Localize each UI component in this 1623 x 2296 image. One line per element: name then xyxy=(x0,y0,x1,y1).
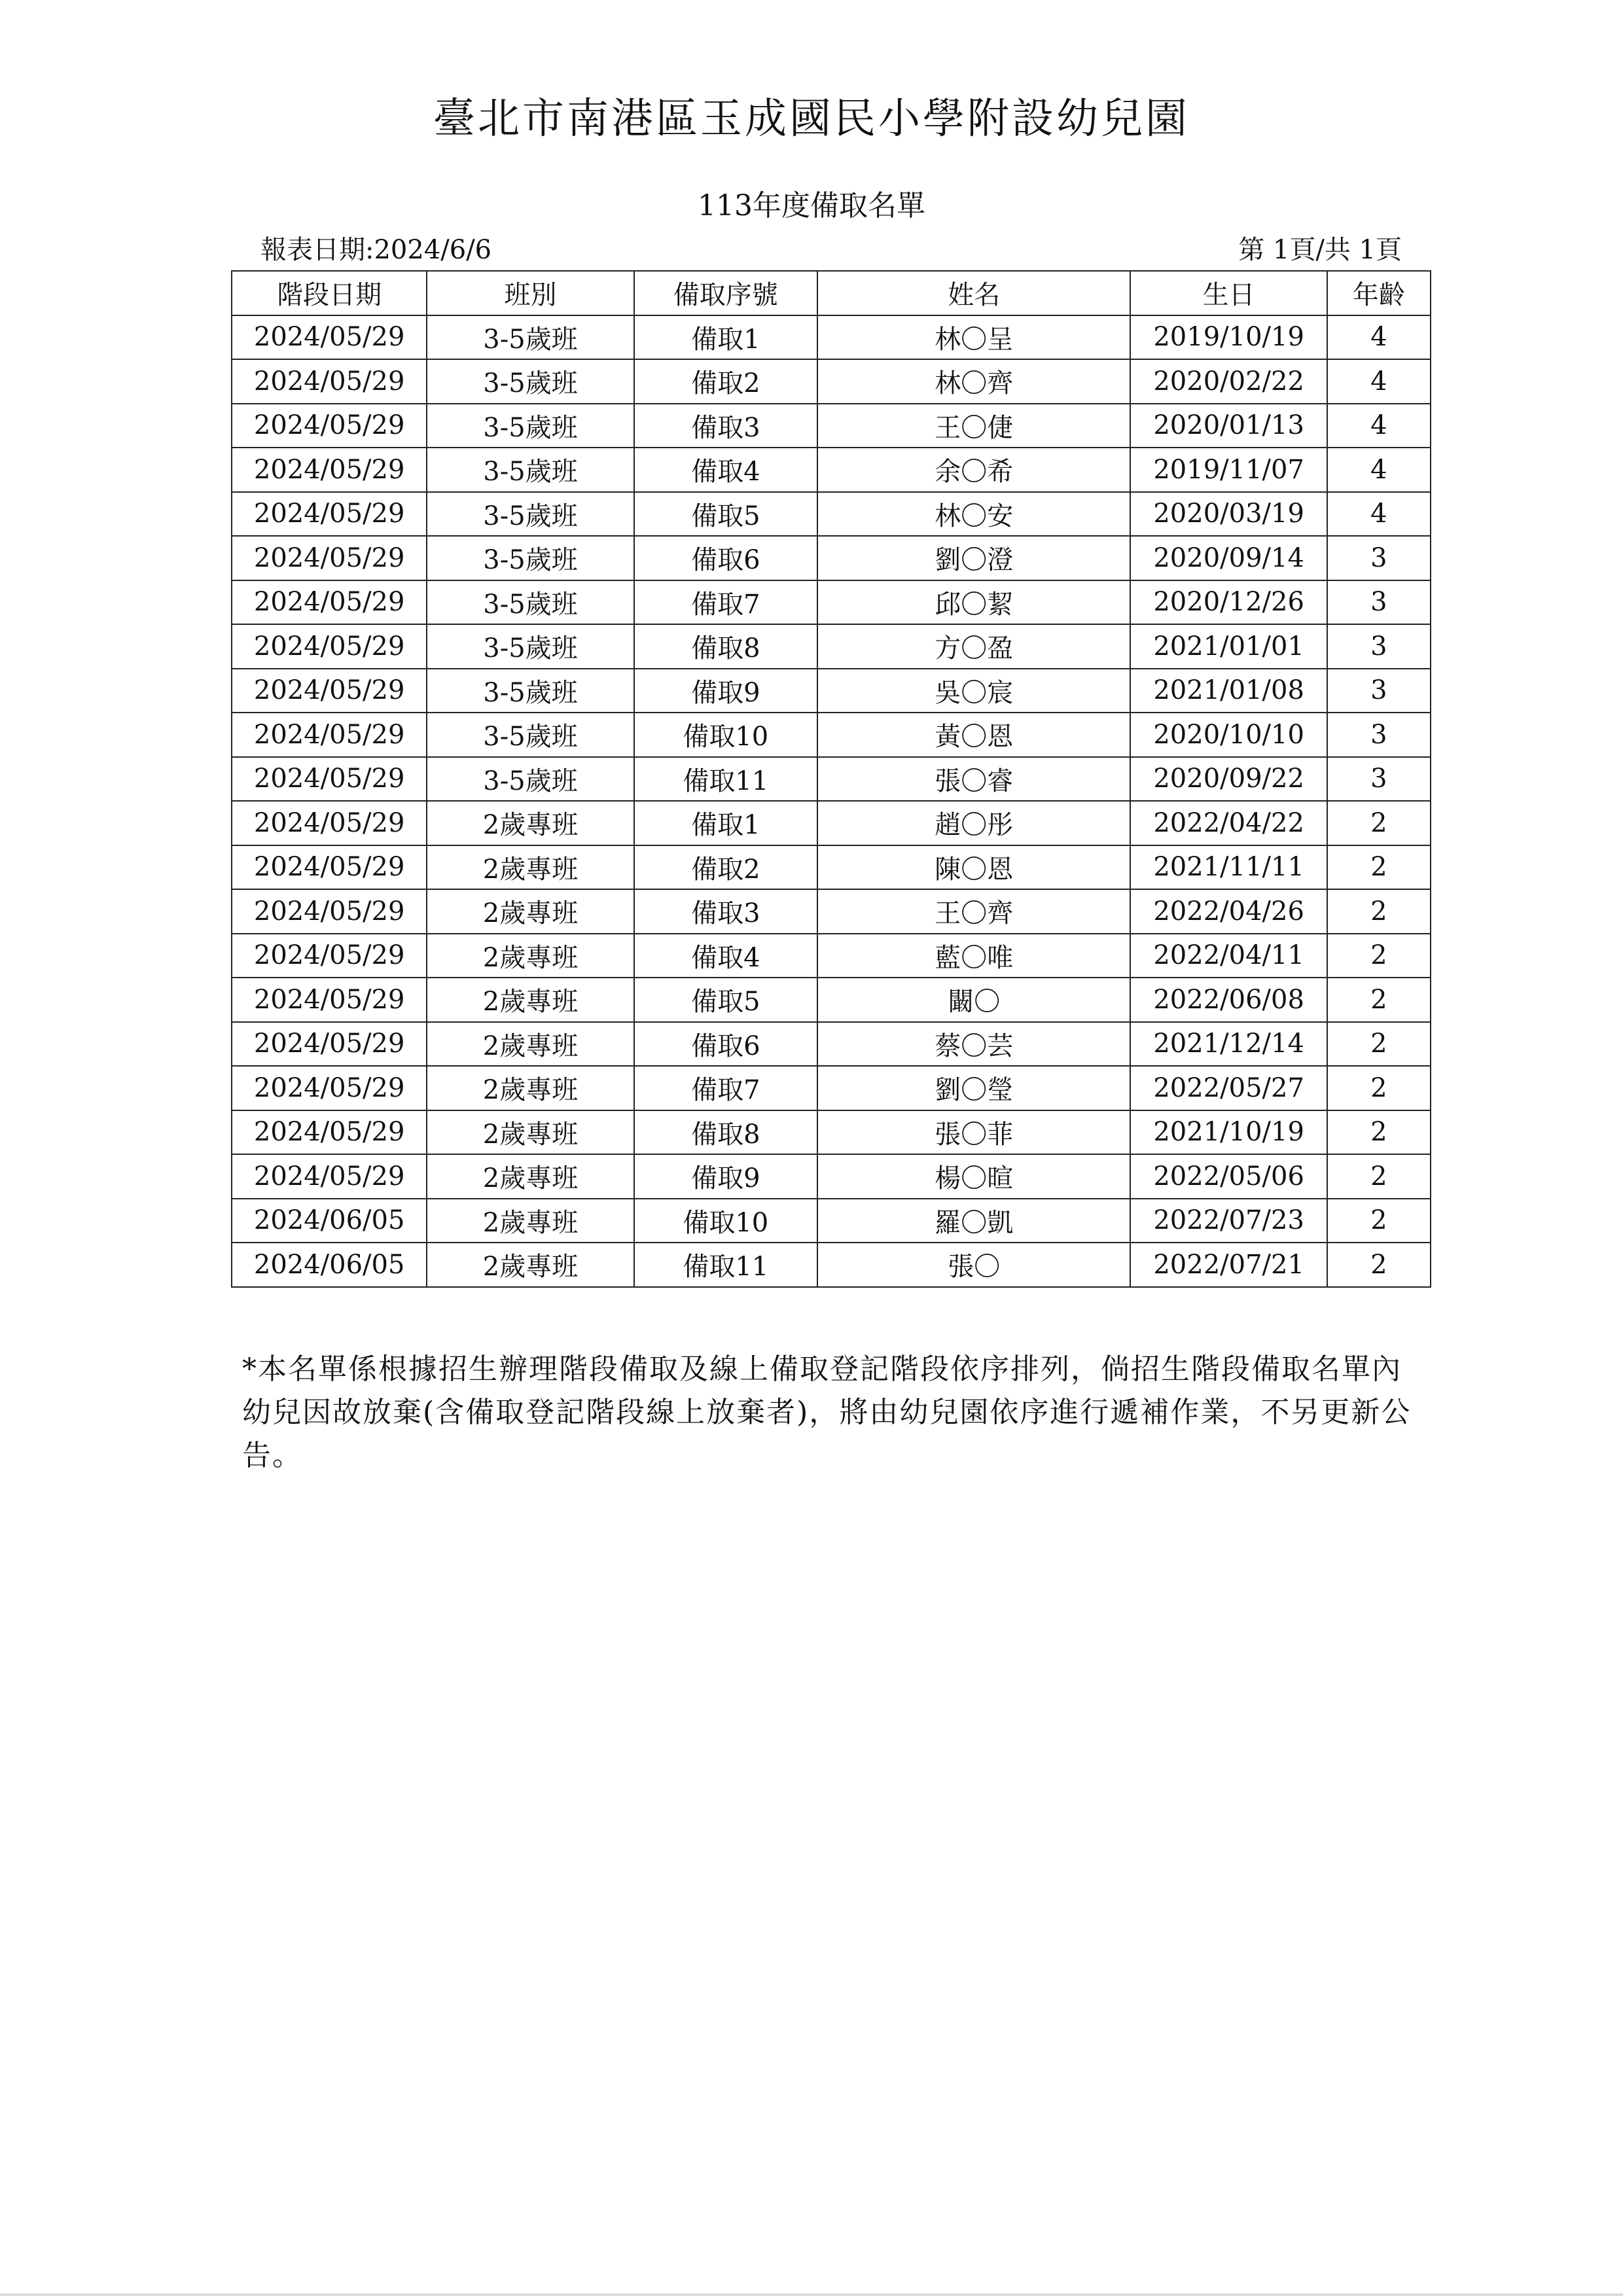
cell-name: 邱〇絜 xyxy=(817,580,1131,625)
column-header-stage-date: 階段日期 xyxy=(232,271,427,315)
cell-birthday: 2020/09/14 xyxy=(1130,536,1327,580)
cell-birthday: 2019/11/07 xyxy=(1130,448,1327,492)
cell-waitlist-number: 備取9 xyxy=(634,1154,817,1199)
cell-stage-date: 2024/05/29 xyxy=(232,801,427,845)
cell-name: 藍〇唯 xyxy=(817,934,1131,978)
report-date: 報表日期:2024/6/6 xyxy=(260,235,492,265)
cell-class: 2歲專班 xyxy=(427,1199,633,1243)
cell-name: 余〇希 xyxy=(817,448,1131,492)
cell-age: 4 xyxy=(1327,492,1431,537)
cell-stage-date: 2024/06/05 xyxy=(232,1243,427,1287)
cell-age: 3 xyxy=(1327,713,1431,757)
cell-waitlist-number: 備取8 xyxy=(634,1110,817,1155)
cell-class: 2歲專班 xyxy=(427,1066,633,1110)
cell-waitlist-number: 備取4 xyxy=(634,934,817,978)
cell-name: 張〇睿 xyxy=(817,757,1131,802)
cell-age: 2 xyxy=(1327,978,1431,1022)
cell-stage-date: 2024/05/29 xyxy=(232,1154,427,1199)
table-body xyxy=(232,315,1431,1287)
cell-name: 羅〇凱 xyxy=(817,1199,1131,1243)
cell-name: 王〇倢 xyxy=(817,404,1131,448)
cell-name: 張〇菲 xyxy=(817,1110,1131,1155)
column-header-birthday: 生日 xyxy=(1130,271,1327,315)
cell-stage-date: 2024/05/29 xyxy=(232,536,427,580)
cell-stage-date: 2024/05/29 xyxy=(232,669,427,713)
cell-birthday: 2022/07/23 xyxy=(1130,1199,1327,1243)
cell-age: 4 xyxy=(1327,315,1431,360)
cell-waitlist-number: 備取10 xyxy=(634,713,817,757)
table-row xyxy=(232,1243,1431,1287)
cell-birthday: 2021/11/11 xyxy=(1130,845,1327,890)
cell-age: 3 xyxy=(1327,669,1431,713)
cell-age: 3 xyxy=(1327,757,1431,802)
cell-class: 3-5歲班 xyxy=(427,624,633,669)
cell-waitlist-number: 備取3 xyxy=(634,404,817,448)
table-header-row xyxy=(232,271,1431,315)
cell-stage-date: 2024/05/29 xyxy=(232,978,427,1022)
cell-waitlist-number: 備取2 xyxy=(634,845,817,890)
cell-name: 劉〇澄 xyxy=(817,536,1131,580)
cell-stage-date: 2024/05/29 xyxy=(232,845,427,890)
cell-stage-date: 2024/05/29 xyxy=(232,404,427,448)
table-row xyxy=(232,889,1431,934)
cell-birthday: 2020/03/19 xyxy=(1130,492,1327,537)
table-row xyxy=(232,978,1431,1022)
page-title: 臺北市南港區玉成國民小學附設幼兒園 xyxy=(433,95,1190,143)
cell-name: 劉〇瑩 xyxy=(817,1066,1131,1110)
cell-class: 2歲專班 xyxy=(427,934,633,978)
cell-class: 3-5歲班 xyxy=(427,757,633,802)
cell-stage-date: 2024/05/29 xyxy=(232,934,427,978)
table-row xyxy=(232,536,1431,580)
cell-stage-date: 2024/05/29 xyxy=(232,1110,427,1155)
cell-birthday: 2020/01/13 xyxy=(1130,404,1327,448)
page-count: 第 1頁/共 1頁 xyxy=(1238,235,1402,265)
footnote-text: 本名單係根據招生辦理階段備取及線上備取登記階段依序排列，倘招生階段備取名單內幼兒因故放棄(含備取登記階段線上放棄者)，將由幼兒園依序進行遞補作業，不另更新公告。 xyxy=(242,1352,1412,1472)
cell-stage-date: 2024/05/29 xyxy=(232,1022,427,1067)
cell-name: 林〇齊 xyxy=(817,359,1131,404)
cell-age: 2 xyxy=(1327,1022,1431,1067)
column-header-waitlist-number: 備取序號 xyxy=(634,271,817,315)
cell-stage-date: 2024/05/29 xyxy=(232,315,427,360)
cell-waitlist-number: 備取11 xyxy=(634,1243,817,1287)
cell-birthday: 2020/10/10 xyxy=(1130,713,1327,757)
cell-birthday: 2020/12/26 xyxy=(1130,580,1327,625)
cell-name: 吳〇宸 xyxy=(817,669,1131,713)
cell-class: 3-5歲班 xyxy=(427,359,633,404)
table-row xyxy=(232,757,1431,802)
cell-age: 3 xyxy=(1327,624,1431,669)
cell-class: 3-5歲班 xyxy=(427,536,633,580)
cell-age: 3 xyxy=(1327,580,1431,625)
cell-age: 2 xyxy=(1327,889,1431,934)
cell-class: 2歲專班 xyxy=(427,801,633,845)
cell-age: 2 xyxy=(1327,1066,1431,1110)
cell-class: 2歲專班 xyxy=(427,889,633,934)
cell-class: 3-5歲班 xyxy=(427,404,633,448)
cell-class: 2歲專班 xyxy=(427,978,633,1022)
cell-waitlist-number: 備取1 xyxy=(634,801,817,845)
cell-birthday: 2019/10/19 xyxy=(1130,315,1327,360)
footnote xyxy=(242,1348,1420,1477)
cell-waitlist-number: 備取5 xyxy=(634,492,817,537)
cell-stage-date: 2024/05/29 xyxy=(232,624,427,669)
cell-waitlist-number: 備取8 xyxy=(634,624,817,669)
cell-stage-date: 2024/05/29 xyxy=(232,713,427,757)
cell-waitlist-number: 備取6 xyxy=(634,1022,817,1067)
cell-class: 3-5歲班 xyxy=(427,580,633,625)
cell-stage-date: 2024/05/29 xyxy=(232,757,427,802)
table-row xyxy=(232,1199,1431,1243)
table-row xyxy=(232,624,1431,669)
cell-age: 2 xyxy=(1327,801,1431,845)
cell-class: 2歲專班 xyxy=(427,1110,633,1155)
cell-waitlist-number: 備取4 xyxy=(634,448,817,492)
cell-birthday: 2020/02/22 xyxy=(1130,359,1327,404)
table-row xyxy=(232,492,1431,537)
cell-name: 王〇齊 xyxy=(817,889,1131,934)
cell-birthday: 2020/09/22 xyxy=(1130,757,1327,802)
table-row xyxy=(232,1066,1431,1110)
cell-name: 方〇盈 xyxy=(817,624,1131,669)
cell-name: 林〇安 xyxy=(817,492,1131,537)
cell-birthday: 2022/05/27 xyxy=(1130,1066,1327,1110)
cell-stage-date: 2024/05/29 xyxy=(232,1066,427,1110)
table-row xyxy=(232,845,1431,890)
cell-name: 張〇 xyxy=(817,1243,1131,1287)
cell-waitlist-number: 備取6 xyxy=(634,536,817,580)
table-row xyxy=(232,713,1431,757)
cell-waitlist-number: 備取5 xyxy=(634,978,817,1022)
cell-age: 2 xyxy=(1327,845,1431,890)
cell-class: 2歲專班 xyxy=(427,1022,633,1067)
column-header-name: 姓名 xyxy=(817,271,1131,315)
table-row xyxy=(232,801,1431,845)
cell-birthday: 2021/10/19 xyxy=(1130,1110,1327,1155)
cell-waitlist-number: 備取10 xyxy=(634,1199,817,1243)
cell-age: 4 xyxy=(1327,448,1431,492)
table-row xyxy=(232,404,1431,448)
cell-class: 3-5歲班 xyxy=(427,448,633,492)
cell-name: 林〇呈 xyxy=(817,315,1131,360)
cell-age: 2 xyxy=(1327,1154,1431,1199)
cell-name: 闞〇 xyxy=(817,978,1131,1022)
cell-stage-date: 2024/05/29 xyxy=(232,448,427,492)
cell-age: 2 xyxy=(1327,1110,1431,1155)
table-row xyxy=(232,448,1431,492)
cell-name: 黃〇恩 xyxy=(817,713,1131,757)
footnote-marker: * xyxy=(242,1352,258,1386)
cell-birthday: 2022/05/06 xyxy=(1130,1154,1327,1199)
cell-stage-date: 2024/05/29 xyxy=(232,359,427,404)
table-row xyxy=(232,359,1431,404)
cell-age: 4 xyxy=(1327,404,1431,448)
cell-birthday: 2022/04/11 xyxy=(1130,934,1327,978)
cell-birthday: 2021/12/14 xyxy=(1130,1022,1327,1067)
cell-stage-date: 2024/05/29 xyxy=(232,889,427,934)
cell-class: 2歲專班 xyxy=(427,1243,633,1287)
cell-waitlist-number: 備取3 xyxy=(634,889,817,934)
table-row xyxy=(232,1110,1431,1155)
cell-waitlist-number: 備取7 xyxy=(634,580,817,625)
cell-name: 楊〇暄 xyxy=(817,1154,1131,1199)
column-header-class: 班別 xyxy=(427,271,633,315)
cell-age: 3 xyxy=(1327,536,1431,580)
cell-age: 2 xyxy=(1327,1243,1431,1287)
cell-stage-date: 2024/05/29 xyxy=(232,492,427,537)
cell-waitlist-number: 備取1 xyxy=(634,315,817,360)
cell-class: 3-5歲班 xyxy=(427,713,633,757)
column-header-age: 年齡 xyxy=(1327,271,1431,315)
table-row xyxy=(232,315,1431,360)
table-row xyxy=(232,669,1431,713)
cell-birthday: 2022/07/21 xyxy=(1130,1243,1327,1287)
waitlist-table xyxy=(231,270,1431,1288)
cell-waitlist-number: 備取9 xyxy=(634,669,817,713)
cell-age: 2 xyxy=(1327,934,1431,978)
cell-name: 陳〇恩 xyxy=(817,845,1131,890)
table-row xyxy=(232,934,1431,978)
cell-class: 3-5歲班 xyxy=(427,315,633,360)
cell-waitlist-number: 備取7 xyxy=(634,1066,817,1110)
cell-class: 3-5歲班 xyxy=(427,669,633,713)
cell-class: 2歲專班 xyxy=(427,845,633,890)
table-row xyxy=(232,1154,1431,1199)
cell-name: 趙〇彤 xyxy=(817,801,1131,845)
cell-age: 4 xyxy=(1327,359,1431,404)
cell-name: 蔡〇芸 xyxy=(817,1022,1131,1067)
cell-birthday: 2021/01/08 xyxy=(1130,669,1327,713)
cell-waitlist-number: 備取11 xyxy=(634,757,817,802)
cell-age: 2 xyxy=(1327,1199,1431,1243)
cell-birthday: 2022/04/26 xyxy=(1130,889,1327,934)
list-subtitle: 113年度備取名單 xyxy=(698,189,925,222)
table-row xyxy=(232,580,1431,625)
cell-birthday: 2021/01/01 xyxy=(1130,624,1327,669)
cell-stage-date: 2024/06/05 xyxy=(232,1199,427,1243)
page-bottom-edge xyxy=(0,2293,1623,2296)
cell-class: 3-5歲班 xyxy=(427,492,633,537)
cell-stage-date: 2024/05/29 xyxy=(232,580,427,625)
cell-birthday: 2022/06/08 xyxy=(1130,978,1327,1022)
cell-waitlist-number: 備取2 xyxy=(634,359,817,404)
cell-class: 2歲專班 xyxy=(427,1154,633,1199)
cell-birthday: 2022/04/22 xyxy=(1130,801,1327,845)
table-row xyxy=(232,1022,1431,1067)
